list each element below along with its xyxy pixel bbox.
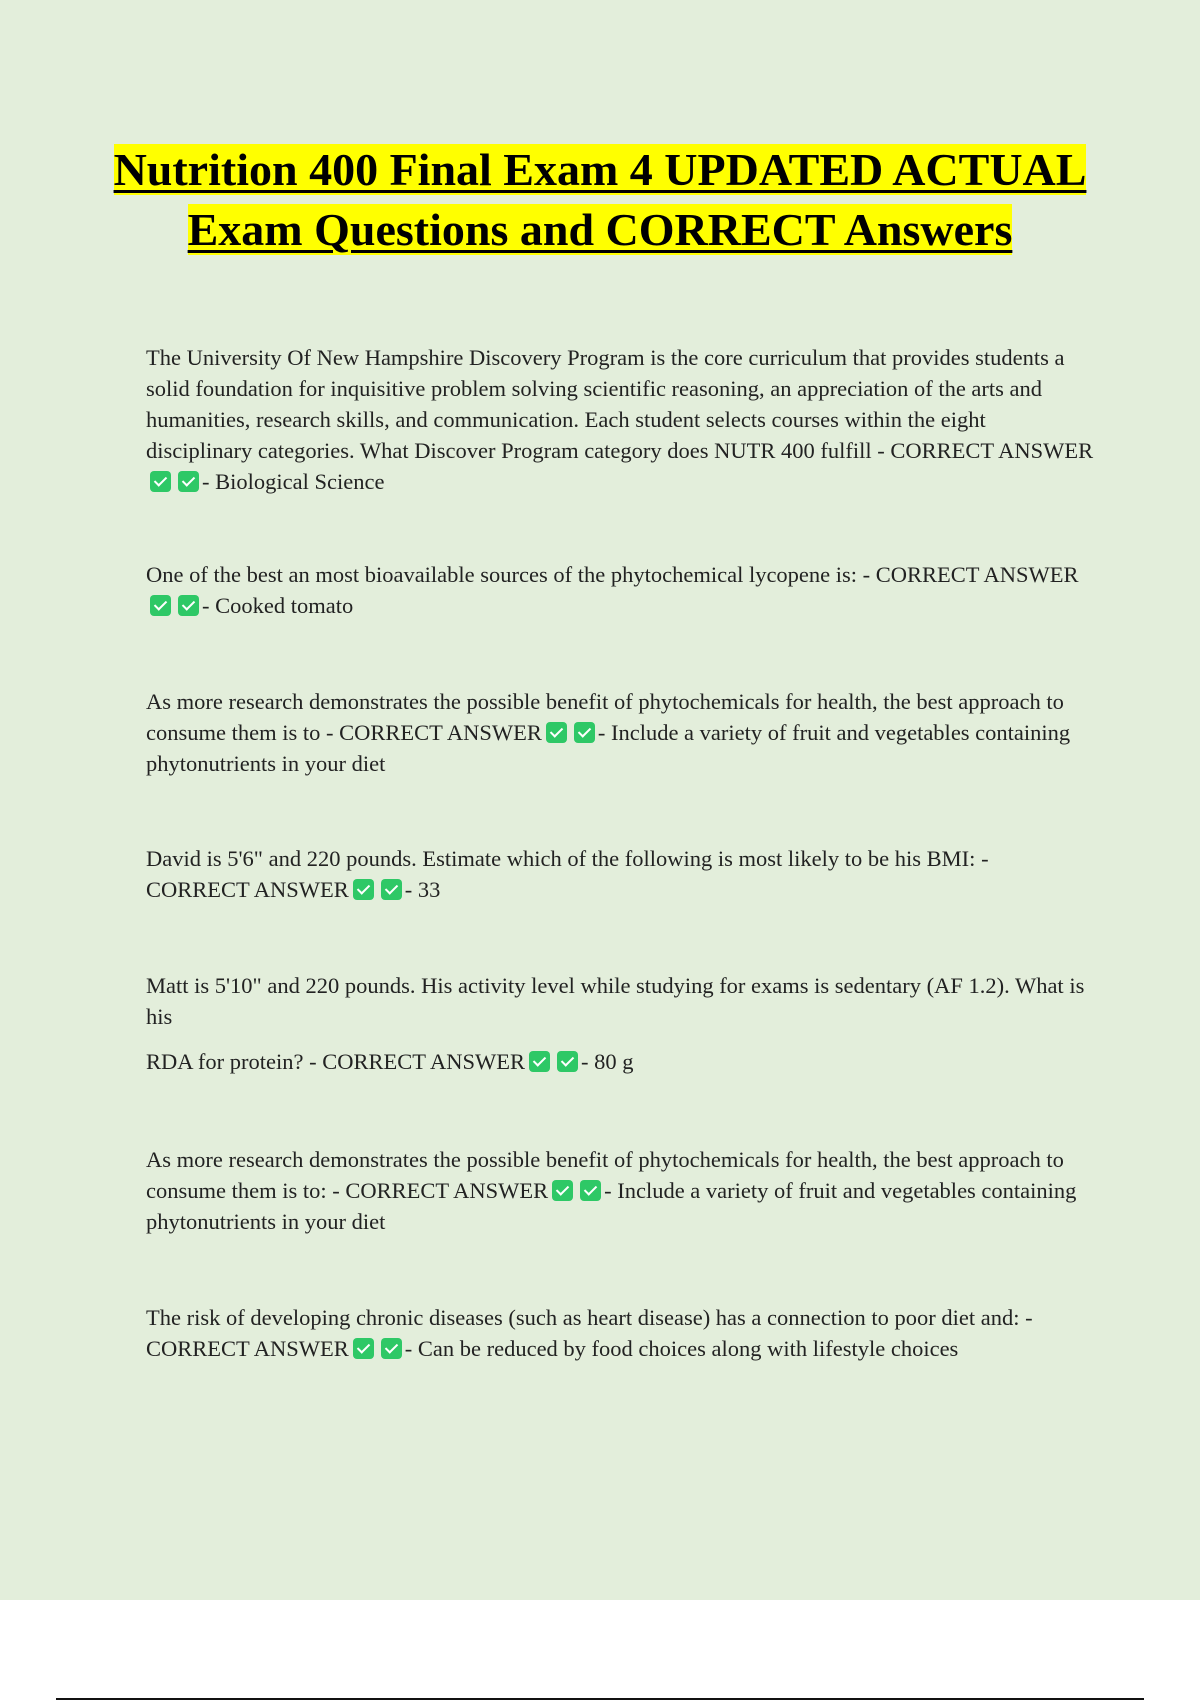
question-text: As more research demonstrates the possible benefit of phytochemicals for health, the best approach to consume them is to	[146, 689, 1064, 745]
qa-item-5	[146, 970, 1096, 1077]
correct-answer-label: - CORRECT ANSWER	[309, 1049, 525, 1074]
qa-text	[146, 686, 1096, 779]
qa-item-3	[146, 686, 1096, 779]
correct-answer-label: - CORRECT ANSWER	[877, 438, 1094, 463]
check-mark-icon	[580, 1180, 601, 1201]
correct-answer-label: - CORRECT ANSWER	[862, 562, 1079, 587]
check-mark-icon	[150, 471, 171, 492]
check-mark-icon	[381, 879, 402, 900]
qa-item-4	[146, 843, 1096, 905]
question-text: David is 5'6" and 220 pounds. Estimate which of the following is most likely to be his BMI:	[146, 846, 976, 871]
question-text: The risk of developing chronic diseases (such as heart disease) has a connection to poor diet and:	[146, 1305, 1020, 1330]
question-text: One of the best an most bioavailable sources of the phytochemical lycopene is:	[146, 562, 858, 587]
answer-text: - Include a variety of fruit and vegetables containing phytonutrients in your diet	[146, 720, 1071, 776]
document-title-text: Nutrition 400 Final Exam 4 UPDATED ACTUAL Exam Questions and CORRECT Answers	[113, 144, 1087, 255]
check-mark-icon	[178, 595, 199, 616]
qa-text	[146, 1144, 1096, 1237]
check-mark-icon	[574, 722, 595, 743]
answer-text: - 33	[404, 877, 441, 902]
answer-text: - Biological Science	[202, 469, 385, 494]
question-text: Matt is 5'10" and 220 pounds. His activity level while studying for exams is sedentary (AF 1.2). What is his	[146, 973, 1085, 1029]
qa-item-7	[146, 1302, 1096, 1364]
answer-text: - Include a variety of fruit and vegetables containing phytonutrients in your diet	[146, 1178, 1077, 1234]
check-mark-icon	[529, 1051, 550, 1072]
question-text: The University Of New Hampshire Discovery Program is the core curriculum that provides students a solid foundation for inquisitive problem solving scientific reasoning, an appreciation of the arts and humanities, research skills, and communication. Each student selects courses within the eight disciplinary categories. What Discover Program category does NUTR 400 fulfill	[146, 345, 1065, 463]
qa-item-6	[146, 1144, 1096, 1237]
qa-text	[146, 970, 1096, 1032]
check-mark-icon	[552, 1180, 573, 1201]
correct-answer-label: - CORRECT ANSWER	[146, 846, 989, 902]
qa-text	[146, 1302, 1096, 1364]
qa-item-2	[146, 559, 1096, 621]
correct-answer-label: - CORRECT ANSWER	[146, 1305, 1033, 1361]
check-mark-icon	[178, 471, 199, 492]
answer-text: - Can be reduced by food choices along with lifestyle choices	[404, 1336, 959, 1361]
answer-text: - Cooked tomato	[202, 593, 354, 618]
check-mark-icon	[150, 595, 171, 616]
check-mark-icon	[381, 1338, 402, 1359]
check-mark-icon	[353, 879, 374, 900]
qa-item-1	[146, 342, 1096, 497]
document-title	[100, 140, 1100, 260]
qa-text-continued	[146, 1046, 1096, 1077]
qa-text	[146, 342, 1096, 497]
check-mark-icon	[546, 722, 567, 743]
check-mark-icon	[353, 1338, 374, 1359]
qa-text	[146, 559, 1096, 621]
question-text: As more research demonstrates the possible benefit of phytochemicals for health, the best approach to consume them is to:	[146, 1147, 1064, 1203]
check-mark-icon	[557, 1051, 578, 1072]
correct-answer-label: - CORRECT ANSWER	[332, 1178, 549, 1203]
correct-answer-label: - CORRECT ANSWER	[325, 720, 542, 745]
qa-text	[146, 843, 1096, 905]
question-text: RDA for protein?	[146, 1049, 304, 1074]
answer-text: - 80 g	[580, 1049, 634, 1074]
